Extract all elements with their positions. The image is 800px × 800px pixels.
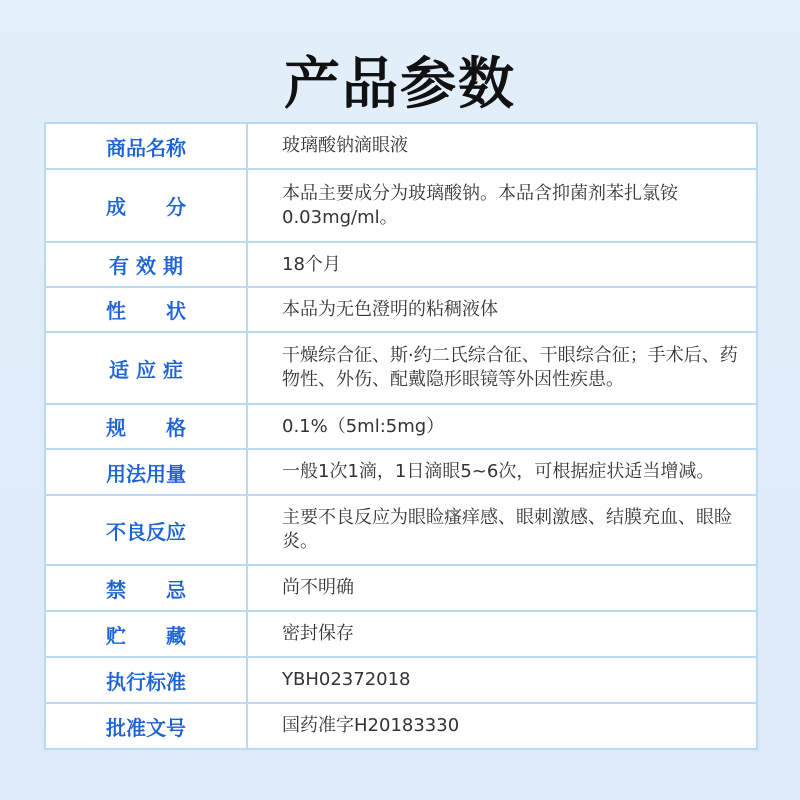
table-row <box>46 124 756 169</box>
table-row <box>46 657 756 703</box>
page-title: 产品参数 <box>284 52 516 117</box>
param-key: 不良反应 <box>46 495 247 565</box>
param-value: YBH02372018 <box>247 657 756 703</box>
param-value: 本品主要成分为玻璃酸钠。本品含抑菌剂苯扎氯铵0.03mg/ml。 <box>247 169 756 242</box>
product-params-table <box>44 122 758 750</box>
param-key: 有 效 期 <box>46 242 247 287</box>
param-value: 0.1%（5ml:5mg） <box>247 404 756 449</box>
param-value: 干燥综合征、斯·约二氏综合征、干眼综合征；手术后、药物性、外伤、配戴隐形眼镜等外因性疾患。 <box>247 332 756 404</box>
param-key: 禁 忌 <box>46 565 247 611</box>
table-row <box>46 611 756 657</box>
table-row <box>46 242 756 287</box>
param-key: 用法用量 <box>46 449 247 495</box>
table-row <box>46 449 756 495</box>
param-key: 成 分 <box>46 169 247 242</box>
param-key: 贮 藏 <box>46 611 247 657</box>
table-row <box>46 404 756 449</box>
param-key: 规 格 <box>46 404 247 449</box>
param-key: 性 状 <box>46 287 247 332</box>
param-value: 一般1次1滴，1日滴眼5~6次，可根据症状适当增减。 <box>247 449 756 495</box>
param-key: 商品名称 <box>46 124 247 169</box>
table-row <box>46 703 756 749</box>
table-row <box>46 287 756 332</box>
table-row <box>46 565 756 611</box>
param-value: 尚不明确 <box>247 565 756 611</box>
param-value: 玻璃酸钠滴眼液 <box>247 124 756 169</box>
table-row <box>46 495 756 565</box>
table-row <box>46 332 756 404</box>
param-key: 适 应 症 <box>46 332 247 404</box>
param-value: 密封保存 <box>247 611 756 657</box>
param-value: 主要不良反应为眼睑瘙痒感、眼刺激感、结膜充血、眼睑炎。 <box>247 495 756 565</box>
param-value: 本品为无色澄明的粘稠液体 <box>247 287 756 332</box>
param-value: 国药准字H20183330 <box>247 703 756 749</box>
param-key: 批准文号 <box>46 703 247 749</box>
param-value: 18个月 <box>247 242 756 287</box>
param-key: 执行标准 <box>46 657 247 703</box>
table-row <box>46 169 756 242</box>
